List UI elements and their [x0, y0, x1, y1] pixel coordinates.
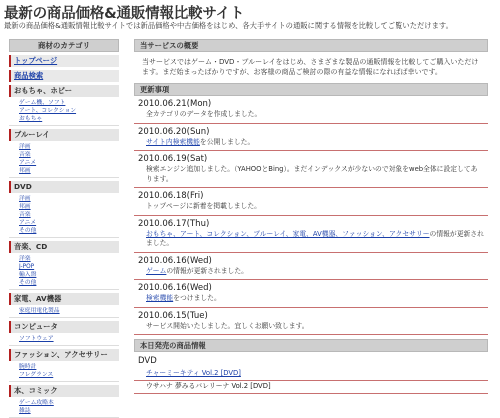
- subcategory-list: [9, 397, 119, 418]
- release-item: [134, 381, 488, 394]
- subcategory-link[interactable]: ゲーム機、ソフト: [19, 100, 66, 106]
- update-text: を公開しました。: [199, 137, 255, 146]
- update-text: 検索エンジン追加しました。（YAHOOとBing）。まだインデックスが少ないので対象をweb全体に設定してあります。: [146, 165, 478, 183]
- update-entry: [134, 267, 488, 281]
- subcategory-link[interactable]: おもちゃ: [19, 116, 43, 122]
- update-date: 2010.06.16(Wed): [138, 255, 212, 266]
- subcategory-link[interactable]: 邦画: [19, 168, 31, 174]
- main-content: [134, 39, 488, 407]
- update-date: 2010.06.17(Thu): [138, 218, 210, 229]
- subcategory-link[interactable]: 輸入盤: [19, 272, 37, 278]
- subcategory-link[interactable]: ソフトウェア: [19, 336, 54, 342]
- update-text: の情報が更新されました。: [146, 229, 484, 247]
- subcategory-list: [9, 193, 119, 238]
- update-link[interactable]: サイト内検索機能: [146, 137, 200, 146]
- update-list: [134, 96, 488, 335]
- category-heading-electronics: 家電、AV機器: [9, 293, 119, 305]
- category-heading-books-comics: 本、コミック: [9, 385, 119, 397]
- release-item-text: ウサハナ 夢みるバレリーナ Vol.2 [DVD]: [146, 382, 271, 390]
- subcategory-link[interactable]: その他: [19, 280, 37, 286]
- update-date: 2010.06.18(Fri): [138, 191, 204, 201]
- subcategory-link[interactable]: アニメ: [19, 220, 37, 226]
- subcategory-list: [9, 141, 119, 178]
- site-title: 最新の商品価格&通販情報比較サイト: [4, 6, 245, 22]
- update-link[interactable]: ゲーム: [146, 266, 167, 275]
- update-link[interactable]: おもちゃ、アート、コレクション、ブルーレイ、家電、AV機器、ファッション、アクセサリー: [146, 229, 430, 238]
- release-category: DVD: [138, 356, 157, 366]
- update-entry: [134, 294, 488, 308]
- update-text: をつけました。: [173, 294, 221, 302]
- subcategory-link[interactable]: その他: [19, 228, 37, 234]
- update-date: 2010.06.15(Tue): [138, 310, 208, 321]
- update-text: トップページに新着を掲載しました。: [146, 202, 261, 210]
- update-link[interactable]: 検索機能: [146, 294, 174, 302]
- updates-heading: 更新事項: [134, 83, 488, 96]
- subcategory-link[interactable]: 洋画: [19, 144, 31, 150]
- overview-text: 当サービスではゲーム・DVD・ブルーレイをはじめ、さまざまな製品の通販情報を比較してご購入いただけます。まだ始まったばかりですが、お客様の商品ご検討の際の有益な情報になればば幸いです。: [142, 58, 479, 76]
- overview-heading: 当サービスの概要: [134, 39, 488, 52]
- update-date: 2010.06.20(Sun): [138, 126, 210, 137]
- subcategory-link[interactable]: 邦画: [19, 204, 31, 210]
- subcategory-list: [9, 97, 119, 126]
- site-header: [0, 0, 500, 36]
- category-heading-bluray: ブルーレイ: [9, 129, 119, 141]
- update-text: サービス開始いたしました。宜しくお願い致します。: [146, 321, 309, 330]
- subcategory-link[interactable]: 音楽: [19, 152, 31, 158]
- update-date: 2010.06.16(Wed): [138, 283, 212, 293]
- update-text: 全カテゴリのデータを作成しました。: [146, 110, 262, 118]
- subcategory-link[interactable]: 腕時計: [19, 364, 37, 370]
- update-date: 2010.06.19(Sat): [138, 154, 208, 164]
- update-entry: [134, 230, 488, 253]
- category-heading-toys-hobby: おもちゃ、ホビー: [9, 85, 119, 97]
- release-item: [134, 368, 488, 381]
- subcategory-link[interactable]: 音楽: [19, 212, 31, 218]
- subcategory-link[interactable]: フレグランス: [19, 372, 54, 378]
- subcategory-list: [9, 361, 119, 382]
- update-entry: [134, 322, 488, 336]
- category-heading-fashion: ファッション、アクセサリー: [9, 349, 119, 361]
- release-item-link[interactable]: チャーミーキティ Vol.2 [DVD]: [146, 369, 241, 377]
- release-section: [134, 339, 488, 394]
- subcategory-link[interactable]: 洋楽: [19, 256, 31, 262]
- update-entry: [134, 138, 488, 152]
- sidebar-link-top-page[interactable]: [9, 55, 119, 67]
- sidebar-link-label[interactable]: 商品検索: [14, 71, 44, 80]
- subcategory-list: [9, 253, 119, 290]
- category-sidebar: [9, 39, 119, 414]
- sidebar-link-label[interactable]: トップページ: [14, 56, 58, 65]
- category-heading-music-cd: 音楽、CD: [9, 241, 119, 253]
- category-heading-computer: コンピュータ: [9, 321, 119, 333]
- subcategory-link[interactable]: 家庭用電化製品: [19, 308, 60, 314]
- update-date: 2010.06.21(Mon): [138, 99, 212, 109]
- subcategory-link[interactable]: アート、コレクション: [19, 108, 77, 114]
- subcategory-list: [9, 333, 119, 346]
- update-entry: [134, 165, 488, 188]
- category-heading-dvd: DVD: [9, 181, 119, 193]
- subcategory-link[interactable]: 洋画: [19, 196, 31, 202]
- subcategory-link[interactable]: 雑誌: [19, 408, 31, 414]
- subcategory-link[interactable]: アニメ: [19, 160, 37, 166]
- subcategory-list: [9, 305, 119, 318]
- subcategory-link[interactable]: ゲーム攻略本: [19, 400, 54, 406]
- site-description: 最新の商品価格&通販情報比較サイトでは新品価格や中古価格をはじめ、各大手サイトの通販に関する情報を比較してご覧いただけます。: [4, 21, 453, 30]
- subcategory-link[interactable]: J-POP: [19, 264, 35, 270]
- update-entry: [134, 110, 488, 124]
- sidebar-link-product-search[interactable]: [9, 70, 119, 82]
- release-heading: 本日発売の商品情報: [134, 339, 488, 352]
- sidebar-heading: 商材のカテゴリ: [9, 39, 119, 52]
- update-entry: [134, 202, 488, 216]
- update-text: の情報が更新されました。: [166, 266, 248, 275]
